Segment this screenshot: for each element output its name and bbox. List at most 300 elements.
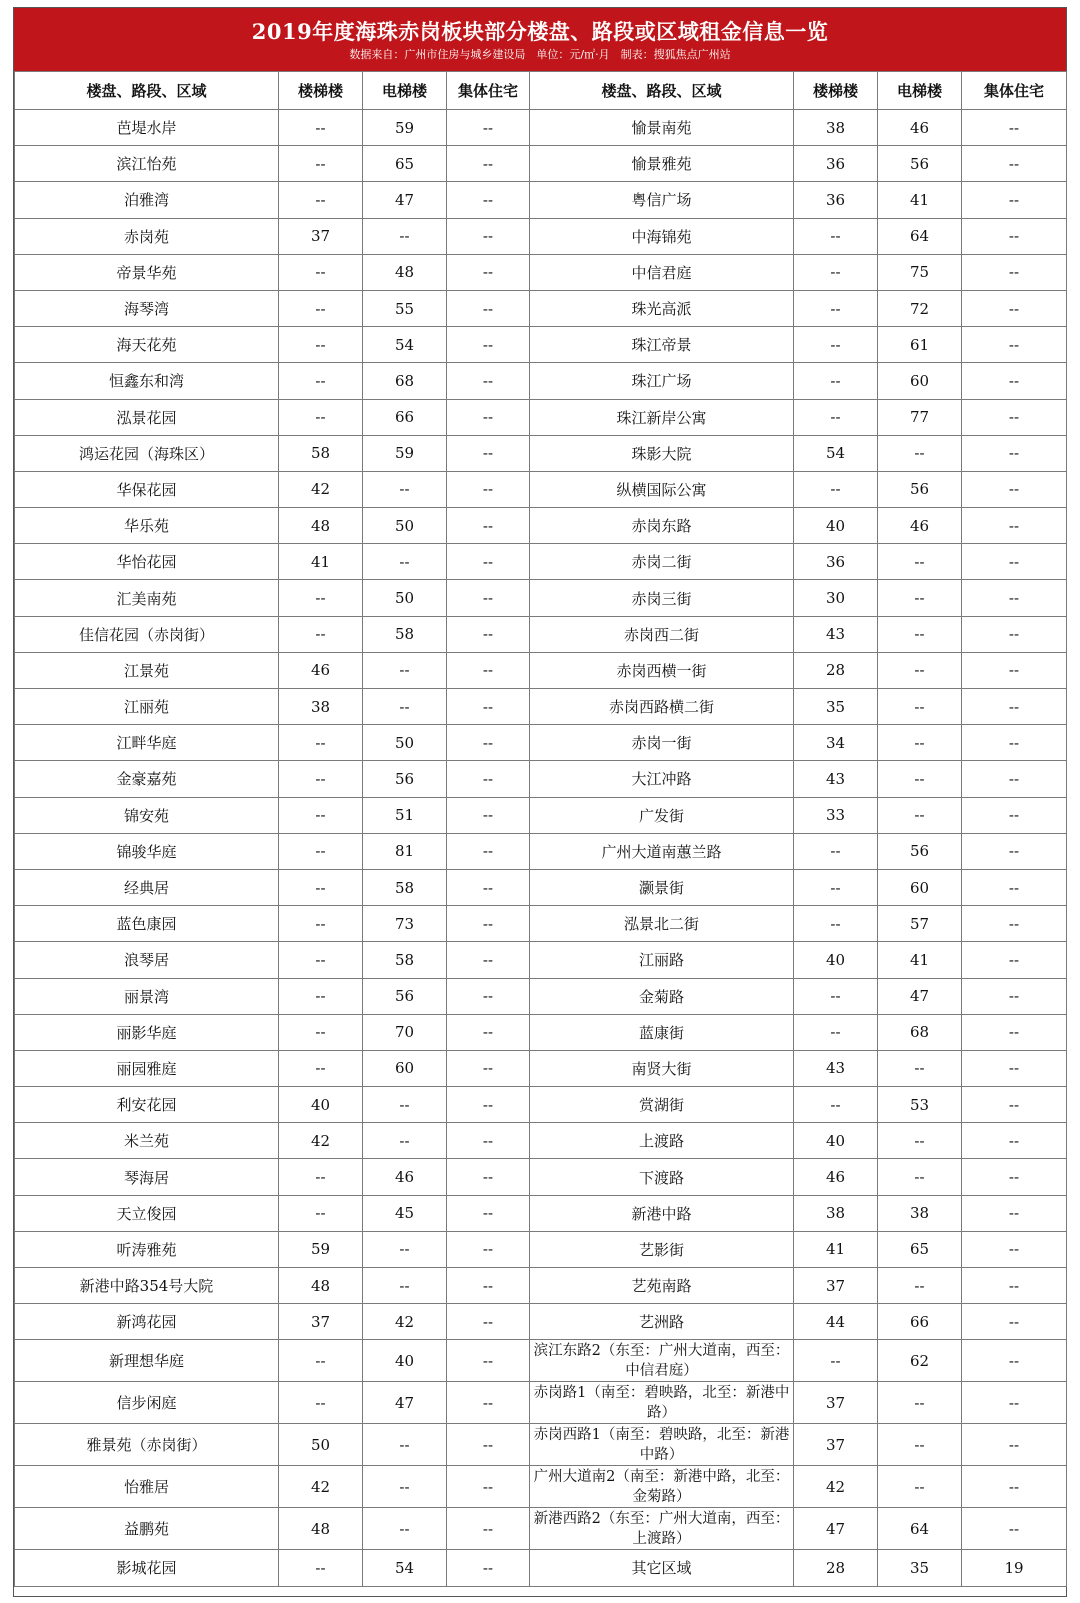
right-location-name-cell: 珠江帝景	[530, 327, 794, 363]
right-elevator-building-rent-cell: 41	[878, 182, 962, 218]
left-dormitory-rent-cell: --	[447, 689, 530, 725]
left-location-name-cell: 经典居	[15, 869, 279, 905]
left-dormitory-rent-cell: --	[447, 544, 530, 580]
right-elevator-building-rent-cell: --	[878, 1159, 962, 1195]
right-dormitory-rent-cell: --	[962, 363, 1067, 399]
right-stair-building-rent-cell: 41	[794, 1231, 878, 1267]
left-stair-building-rent-cell: --	[279, 290, 363, 326]
left-elevator-building-rent-cell: 60	[363, 1050, 447, 1086]
right-location-name-cell: 灏景街	[530, 869, 794, 905]
right-dormitory-rent-cell: --	[962, 1159, 1067, 1195]
table-row	[15, 218, 1067, 254]
left-location-name-cell: 赤岗苑	[15, 218, 279, 254]
right-elevator-building-rent-cell: 46	[878, 110, 962, 146]
right-elevator-building-rent-cell: 75	[878, 254, 962, 290]
left-stair-building-rent-cell: --	[279, 797, 363, 833]
left-dormitory-rent-cell: --	[447, 471, 530, 507]
right-location-name-cell: 赤岗西路1（南至：碧映路，北至：新港中路）	[530, 1424, 794, 1466]
right-dormitory-rent-cell: --	[962, 182, 1067, 218]
left-location-name-cell: 影城花园	[15, 1550, 279, 1586]
left-elevator-building-rent-cell: --	[363, 471, 447, 507]
table-row	[15, 1159, 1067, 1195]
left-elevator-building-rent-cell: 59	[363, 110, 447, 146]
left-location-name-cell: 恒鑫东和湾	[15, 363, 279, 399]
right-location-name-cell: 广州大道南2（南至：新港中路，北至：金菊路）	[530, 1466, 794, 1508]
rent-table-frame	[13, 7, 1067, 1597]
right-dormitory-rent-cell: --	[962, 435, 1067, 471]
left-dormitory-rent-cell: --	[447, 1087, 530, 1123]
left-location-name-cell: 雅景苑（赤岗街）	[15, 1424, 279, 1466]
right-stair-building-rent-cell: 37	[794, 1268, 878, 1304]
right-stair-building-rent-cell: 40	[794, 508, 878, 544]
left-dormitory-rent-cell: --	[447, 182, 530, 218]
left-dormitory-rent-cell: --	[447, 1508, 530, 1550]
left-location-name-cell: 海琴湾	[15, 290, 279, 326]
right-dormitory-rent-cell: --	[962, 290, 1067, 326]
right-location-name-cell: 艺洲路	[530, 1304, 794, 1340]
right-location-name-cell: 南贤大街	[530, 1050, 794, 1086]
right-location-name-cell: 赤岗一街	[530, 725, 794, 761]
right-elevator-building-rent-cell: --	[878, 544, 962, 580]
left-location-name-cell: 帝景华苑	[15, 254, 279, 290]
left-elevator-building-rent-cell: 70	[363, 1014, 447, 1050]
right-elevator-building-rent-cell: --	[878, 1123, 962, 1159]
right-location-name-cell: 珠光高派	[530, 290, 794, 326]
right-location-name-cell: 艺苑南路	[530, 1268, 794, 1304]
column-header: 楼盘、路段、区域	[15, 72, 279, 110]
table-row	[15, 1382, 1067, 1424]
left-stair-building-rent-cell: --	[279, 110, 363, 146]
right-dormitory-rent-cell: --	[962, 1340, 1067, 1382]
table-row	[15, 906, 1067, 942]
right-dormitory-rent-cell: --	[962, 689, 1067, 725]
left-location-name-cell: 丽园雅庭	[15, 1050, 279, 1086]
left-stair-building-rent-cell: 42	[279, 1466, 363, 1508]
right-stair-building-rent-cell: --	[794, 254, 878, 290]
left-dormitory-rent-cell: --	[447, 1050, 530, 1086]
right-dormitory-rent-cell: --	[962, 580, 1067, 616]
left-location-name-cell: 芭堤水岸	[15, 110, 279, 146]
left-elevator-building-rent-cell: 54	[363, 327, 447, 363]
right-stair-building-rent-cell: --	[794, 906, 878, 942]
left-dormitory-rent-cell: --	[447, 761, 530, 797]
table-row	[15, 254, 1067, 290]
table-row	[15, 689, 1067, 725]
left-elevator-building-rent-cell: 48	[363, 254, 447, 290]
left-location-name-cell: 琴海居	[15, 1159, 279, 1195]
right-dormitory-rent-cell: --	[962, 508, 1067, 544]
left-elevator-building-rent-cell: 58	[363, 616, 447, 652]
left-location-name-cell: 鸿运花园（海珠区）	[15, 435, 279, 471]
left-stair-building-rent-cell: --	[279, 1550, 363, 1586]
left-elevator-building-rent-cell: 47	[363, 1382, 447, 1424]
table-row	[15, 652, 1067, 688]
left-stair-building-rent-cell: --	[279, 1159, 363, 1195]
left-elevator-building-rent-cell: 59	[363, 435, 447, 471]
left-elevator-building-rent-cell: --	[363, 544, 447, 580]
left-location-name-cell: 米兰苑	[15, 1123, 279, 1159]
right-stair-building-rent-cell: --	[794, 1340, 878, 1382]
left-location-name-cell: 金豪嘉苑	[15, 761, 279, 797]
right-elevator-building-rent-cell: 66	[878, 1304, 962, 1340]
left-location-name-cell: 锦骏华庭	[15, 833, 279, 869]
table-row	[15, 616, 1067, 652]
table-row	[15, 1304, 1067, 1340]
header-row	[15, 72, 1067, 110]
left-dormitory-rent-cell: --	[447, 869, 530, 905]
left-elevator-building-rent-cell: --	[363, 1231, 447, 1267]
table-row	[15, 471, 1067, 507]
table-row	[15, 1508, 1067, 1550]
right-dormitory-rent-cell: --	[962, 1014, 1067, 1050]
left-elevator-building-rent-cell: 68	[363, 363, 447, 399]
left-stair-building-rent-cell: --	[279, 978, 363, 1014]
right-elevator-building-rent-cell: 57	[878, 906, 962, 942]
left-stair-building-rent-cell: 37	[279, 1304, 363, 1340]
right-stair-building-rent-cell: --	[794, 1087, 878, 1123]
column-header: 电梯楼	[878, 72, 962, 110]
left-elevator-building-rent-cell: --	[363, 1466, 447, 1508]
right-elevator-building-rent-cell: 38	[878, 1195, 962, 1231]
left-location-name-cell: 听涛雅苑	[15, 1231, 279, 1267]
right-dormitory-rent-cell: --	[962, 797, 1067, 833]
right-location-name-cell: 珠江新岸公寓	[530, 399, 794, 435]
right-elevator-building-rent-cell: 60	[878, 869, 962, 905]
right-dormitory-rent-cell: --	[962, 471, 1067, 507]
right-dormitory-rent-cell: --	[962, 652, 1067, 688]
right-dormitory-rent-cell: --	[962, 1195, 1067, 1231]
left-dormitory-rent-cell: --	[447, 725, 530, 761]
left-stair-building-rent-cell: --	[279, 1014, 363, 1050]
right-elevator-building-rent-cell: --	[878, 652, 962, 688]
left-dormitory-rent-cell: --	[447, 652, 530, 688]
table-row	[15, 327, 1067, 363]
page-title: 2019年度海珠赤岗板块部分楼盘、路段或区域租金信息一览	[251, 19, 829, 44]
right-location-name-cell: 金菊路	[530, 978, 794, 1014]
right-stair-building-rent-cell: 36	[794, 146, 878, 182]
left-dormitory-rent-cell: --	[447, 1340, 530, 1382]
right-stair-building-rent-cell: 38	[794, 1195, 878, 1231]
right-stair-building-rent-cell: 43	[794, 1050, 878, 1086]
table-row	[15, 761, 1067, 797]
left-elevator-building-rent-cell: 40	[363, 1340, 447, 1382]
right-stair-building-rent-cell: 40	[794, 1123, 878, 1159]
left-location-name-cell: 怡雅居	[15, 1466, 279, 1508]
right-dormitory-rent-cell: --	[962, 906, 1067, 942]
right-elevator-building-rent-cell: --	[878, 689, 962, 725]
right-elevator-building-rent-cell: 56	[878, 146, 962, 182]
left-stair-building-rent-cell: --	[279, 725, 363, 761]
left-stair-building-rent-cell: 50	[279, 1424, 363, 1466]
left-location-name-cell: 浪琴居	[15, 942, 279, 978]
right-location-name-cell: 赤岗西二街	[530, 616, 794, 652]
right-location-name-cell: 珠江广场	[530, 363, 794, 399]
right-location-name-cell: 新港西路2（东至：广州大道南，西至：上渡路）	[530, 1508, 794, 1550]
left-elevator-building-rent-cell: --	[363, 1268, 447, 1304]
right-dormitory-rent-cell: 19	[962, 1550, 1067, 1586]
left-dormitory-rent-cell: --	[447, 218, 530, 254]
right-elevator-building-rent-cell: 65	[878, 1231, 962, 1267]
right-dormitory-rent-cell: --	[962, 1087, 1067, 1123]
left-elevator-building-rent-cell: --	[363, 689, 447, 725]
left-location-name-cell: 新港中路354号大院	[15, 1268, 279, 1304]
left-elevator-building-rent-cell: 56	[363, 978, 447, 1014]
right-dormitory-rent-cell: --	[962, 1123, 1067, 1159]
right-location-name-cell: 艺影街	[530, 1231, 794, 1267]
right-elevator-building-rent-cell: --	[878, 797, 962, 833]
left-dormitory-rent-cell: --	[447, 1231, 530, 1267]
left-stair-building-rent-cell: --	[279, 1050, 363, 1086]
right-stair-building-rent-cell: --	[794, 363, 878, 399]
table-row	[15, 1195, 1067, 1231]
left-dormitory-rent-cell: --	[447, 616, 530, 652]
left-elevator-building-rent-cell: 50	[363, 725, 447, 761]
right-location-name-cell: 新港中路	[530, 1195, 794, 1231]
right-stair-building-rent-cell: --	[794, 1014, 878, 1050]
right-location-name-cell: 赤岗东路	[530, 508, 794, 544]
table-row	[15, 399, 1067, 435]
left-stair-building-rent-cell: --	[279, 327, 363, 363]
right-elevator-building-rent-cell: 77	[878, 399, 962, 435]
left-elevator-building-rent-cell: --	[363, 1424, 447, 1466]
table-row	[15, 797, 1067, 833]
table-row	[15, 435, 1067, 471]
table-row	[15, 146, 1067, 182]
table-row	[15, 1340, 1067, 1382]
title-banner	[14, 8, 1066, 71]
left-location-name-cell: 泓景花园	[15, 399, 279, 435]
table-row	[15, 978, 1067, 1014]
left-elevator-building-rent-cell: 50	[363, 580, 447, 616]
table-row	[15, 1466, 1067, 1508]
right-elevator-building-rent-cell: --	[878, 1466, 962, 1508]
right-dormitory-rent-cell: --	[962, 146, 1067, 182]
right-dormitory-rent-cell: --	[962, 327, 1067, 363]
table-row	[15, 1123, 1067, 1159]
left-stair-building-rent-cell: --	[279, 399, 363, 435]
table-row	[15, 110, 1067, 146]
column-header: 楼盘、路段、区域	[530, 72, 794, 110]
right-dormitory-rent-cell: --	[962, 218, 1067, 254]
table-row	[15, 1424, 1067, 1466]
left-dormitory-rent-cell: --	[447, 833, 530, 869]
left-dormitory-rent-cell: --	[447, 327, 530, 363]
right-elevator-building-rent-cell: 64	[878, 1508, 962, 1550]
left-location-name-cell: 丽影华庭	[15, 1014, 279, 1050]
left-location-name-cell: 利安花园	[15, 1087, 279, 1123]
right-location-name-cell: 赤岗三街	[530, 580, 794, 616]
right-elevator-building-rent-cell: --	[878, 1424, 962, 1466]
right-elevator-building-rent-cell: 72	[878, 290, 962, 326]
left-elevator-building-rent-cell: --	[363, 1087, 447, 1123]
table-row	[15, 942, 1067, 978]
right-location-name-cell: 愉景雅苑	[530, 146, 794, 182]
left-elevator-building-rent-cell: --	[363, 652, 447, 688]
table-row	[15, 1550, 1067, 1586]
left-stair-building-rent-cell: --	[279, 254, 363, 290]
right-elevator-building-rent-cell: --	[878, 616, 962, 652]
right-elevator-building-rent-cell: 41	[878, 942, 962, 978]
table-row	[15, 580, 1067, 616]
right-stair-building-rent-cell: --	[794, 869, 878, 905]
left-stair-building-rent-cell: --	[279, 1382, 363, 1424]
right-dormitory-rent-cell: --	[962, 1231, 1067, 1267]
right-dormitory-rent-cell: --	[962, 254, 1067, 290]
left-stair-building-rent-cell: --	[279, 363, 363, 399]
right-stair-building-rent-cell: 30	[794, 580, 878, 616]
left-location-name-cell: 滨江怡苑	[15, 146, 279, 182]
right-elevator-building-rent-cell: --	[878, 761, 962, 797]
right-stair-building-rent-cell: 36	[794, 544, 878, 580]
left-location-name-cell: 信步闲庭	[15, 1382, 279, 1424]
left-stair-building-rent-cell: 46	[279, 652, 363, 688]
left-elevator-building-rent-cell: 73	[363, 906, 447, 942]
left-stair-building-rent-cell: --	[279, 761, 363, 797]
left-location-name-cell: 天立俊园	[15, 1195, 279, 1231]
right-location-name-cell: 其它区域	[530, 1550, 794, 1586]
left-dormitory-rent-cell: --	[447, 290, 530, 326]
right-dormitory-rent-cell: --	[962, 1050, 1067, 1086]
left-dormitory-rent-cell: --	[447, 1424, 530, 1466]
right-stair-building-rent-cell: --	[794, 290, 878, 326]
left-stair-building-rent-cell: 38	[279, 689, 363, 725]
table-row	[15, 544, 1067, 580]
right-dormitory-rent-cell: --	[962, 725, 1067, 761]
left-elevator-building-rent-cell: 45	[363, 1195, 447, 1231]
left-dormitory-rent-cell: --	[447, 1159, 530, 1195]
table-row	[15, 290, 1067, 326]
left-location-name-cell: 江景苑	[15, 652, 279, 688]
right-stair-building-rent-cell: 44	[794, 1304, 878, 1340]
right-location-name-cell: 蓝康街	[530, 1014, 794, 1050]
left-location-name-cell: 海天花苑	[15, 327, 279, 363]
table-row	[15, 363, 1067, 399]
right-stair-building-rent-cell: 35	[794, 689, 878, 725]
right-elevator-building-rent-cell: 56	[878, 471, 962, 507]
left-elevator-building-rent-cell: --	[363, 1508, 447, 1550]
right-location-name-cell: 纵横国际公寓	[530, 471, 794, 507]
left-location-name-cell: 华乐苑	[15, 508, 279, 544]
left-dormitory-rent-cell: --	[447, 146, 530, 182]
right-location-name-cell: 赏湖街	[530, 1087, 794, 1123]
right-elevator-building-rent-cell: --	[878, 1382, 962, 1424]
right-stair-building-rent-cell: 46	[794, 1159, 878, 1195]
left-dormitory-rent-cell: --	[447, 363, 530, 399]
left-dormitory-rent-cell: --	[447, 1123, 530, 1159]
left-elevator-building-rent-cell: 66	[363, 399, 447, 435]
right-elevator-building-rent-cell: --	[878, 1268, 962, 1304]
left-elevator-building-rent-cell: 56	[363, 761, 447, 797]
right-stair-building-rent-cell: 54	[794, 435, 878, 471]
right-stair-building-rent-cell: 28	[794, 652, 878, 688]
right-dormitory-rent-cell: --	[962, 869, 1067, 905]
column-header: 楼梯楼	[279, 72, 363, 110]
left-elevator-building-rent-cell: 58	[363, 942, 447, 978]
right-dormitory-rent-cell: --	[962, 761, 1067, 797]
left-elevator-building-rent-cell: 47	[363, 182, 447, 218]
left-elevator-building-rent-cell: 55	[363, 290, 447, 326]
table-row	[15, 725, 1067, 761]
right-dormitory-rent-cell: --	[962, 833, 1067, 869]
right-location-name-cell: 泓景北二街	[530, 906, 794, 942]
right-dormitory-rent-cell: --	[962, 399, 1067, 435]
left-dormitory-rent-cell: --	[447, 508, 530, 544]
left-elevator-building-rent-cell: 42	[363, 1304, 447, 1340]
left-location-name-cell: 佳信花园（赤岗街）	[15, 616, 279, 652]
right-stair-building-rent-cell: 37	[794, 1382, 878, 1424]
left-stair-building-rent-cell: 59	[279, 1231, 363, 1267]
right-elevator-building-rent-cell: 35	[878, 1550, 962, 1586]
right-stair-building-rent-cell: --	[794, 833, 878, 869]
left-elevator-building-rent-cell: 54	[363, 1550, 447, 1586]
left-elevator-building-rent-cell: 58	[363, 869, 447, 905]
right-location-name-cell: 赤岗路1（南至：碧映路，北至：新港中路）	[530, 1382, 794, 1424]
right-dormitory-rent-cell: --	[962, 1508, 1067, 1550]
left-location-name-cell: 华保花园	[15, 471, 279, 507]
table-row	[15, 182, 1067, 218]
right-location-name-cell: 赤岗二街	[530, 544, 794, 580]
right-stair-building-rent-cell: 34	[794, 725, 878, 761]
left-elevator-building-rent-cell: 51	[363, 797, 447, 833]
left-location-name-cell: 华怡花园	[15, 544, 279, 580]
left-stair-building-rent-cell: 48	[279, 1508, 363, 1550]
right-stair-building-rent-cell: 42	[794, 1466, 878, 1508]
column-header: 集体住宅	[962, 72, 1067, 110]
left-dormitory-rent-cell: --	[447, 978, 530, 1014]
left-dormitory-rent-cell: --	[447, 1382, 530, 1424]
right-stair-building-rent-cell: --	[794, 327, 878, 363]
right-stair-building-rent-cell: 28	[794, 1550, 878, 1586]
left-dormitory-rent-cell: --	[447, 254, 530, 290]
right-dormitory-rent-cell: --	[962, 1382, 1067, 1424]
left-location-name-cell: 江丽苑	[15, 689, 279, 725]
right-stair-building-rent-cell: 47	[794, 1508, 878, 1550]
right-elevator-building-rent-cell: 46	[878, 508, 962, 544]
column-header: 集体住宅	[447, 72, 530, 110]
left-stair-building-rent-cell: --	[279, 906, 363, 942]
left-elevator-building-rent-cell: 46	[363, 1159, 447, 1195]
left-dormitory-rent-cell: --	[447, 942, 530, 978]
left-stair-building-rent-cell: --	[279, 616, 363, 652]
left-location-name-cell: 锦安苑	[15, 797, 279, 833]
left-location-name-cell: 益鹏苑	[15, 1508, 279, 1550]
right-stair-building-rent-cell: 40	[794, 942, 878, 978]
right-location-name-cell: 上渡路	[530, 1123, 794, 1159]
right-elevator-building-rent-cell: 47	[878, 978, 962, 1014]
left-location-name-cell: 新鸿花园	[15, 1304, 279, 1340]
left-dormitory-rent-cell: --	[447, 906, 530, 942]
right-stair-building-rent-cell: 43	[794, 761, 878, 797]
right-location-name-cell: 珠影大院	[530, 435, 794, 471]
table-body	[15, 110, 1067, 1587]
left-dormitory-rent-cell: --	[447, 399, 530, 435]
left-dormitory-rent-cell: --	[447, 1466, 530, 1508]
right-location-name-cell: 愉景南苑	[530, 110, 794, 146]
left-stair-building-rent-cell: 48	[279, 508, 363, 544]
left-stair-building-rent-cell: 42	[279, 1123, 363, 1159]
right-elevator-building-rent-cell: 68	[878, 1014, 962, 1050]
right-dormitory-rent-cell: --	[962, 544, 1067, 580]
left-dormitory-rent-cell: --	[447, 1014, 530, 1050]
left-dormitory-rent-cell: --	[447, 435, 530, 471]
right-dormitory-rent-cell: --	[962, 1424, 1067, 1466]
right-elevator-building-rent-cell: 62	[878, 1340, 962, 1382]
right-location-name-cell: 中海锦苑	[530, 218, 794, 254]
right-elevator-building-rent-cell: --	[878, 1050, 962, 1086]
left-dormitory-rent-cell: --	[447, 1550, 530, 1586]
left-stair-building-rent-cell: 42	[279, 471, 363, 507]
right-location-name-cell: 赤岗西路横二街	[530, 689, 794, 725]
